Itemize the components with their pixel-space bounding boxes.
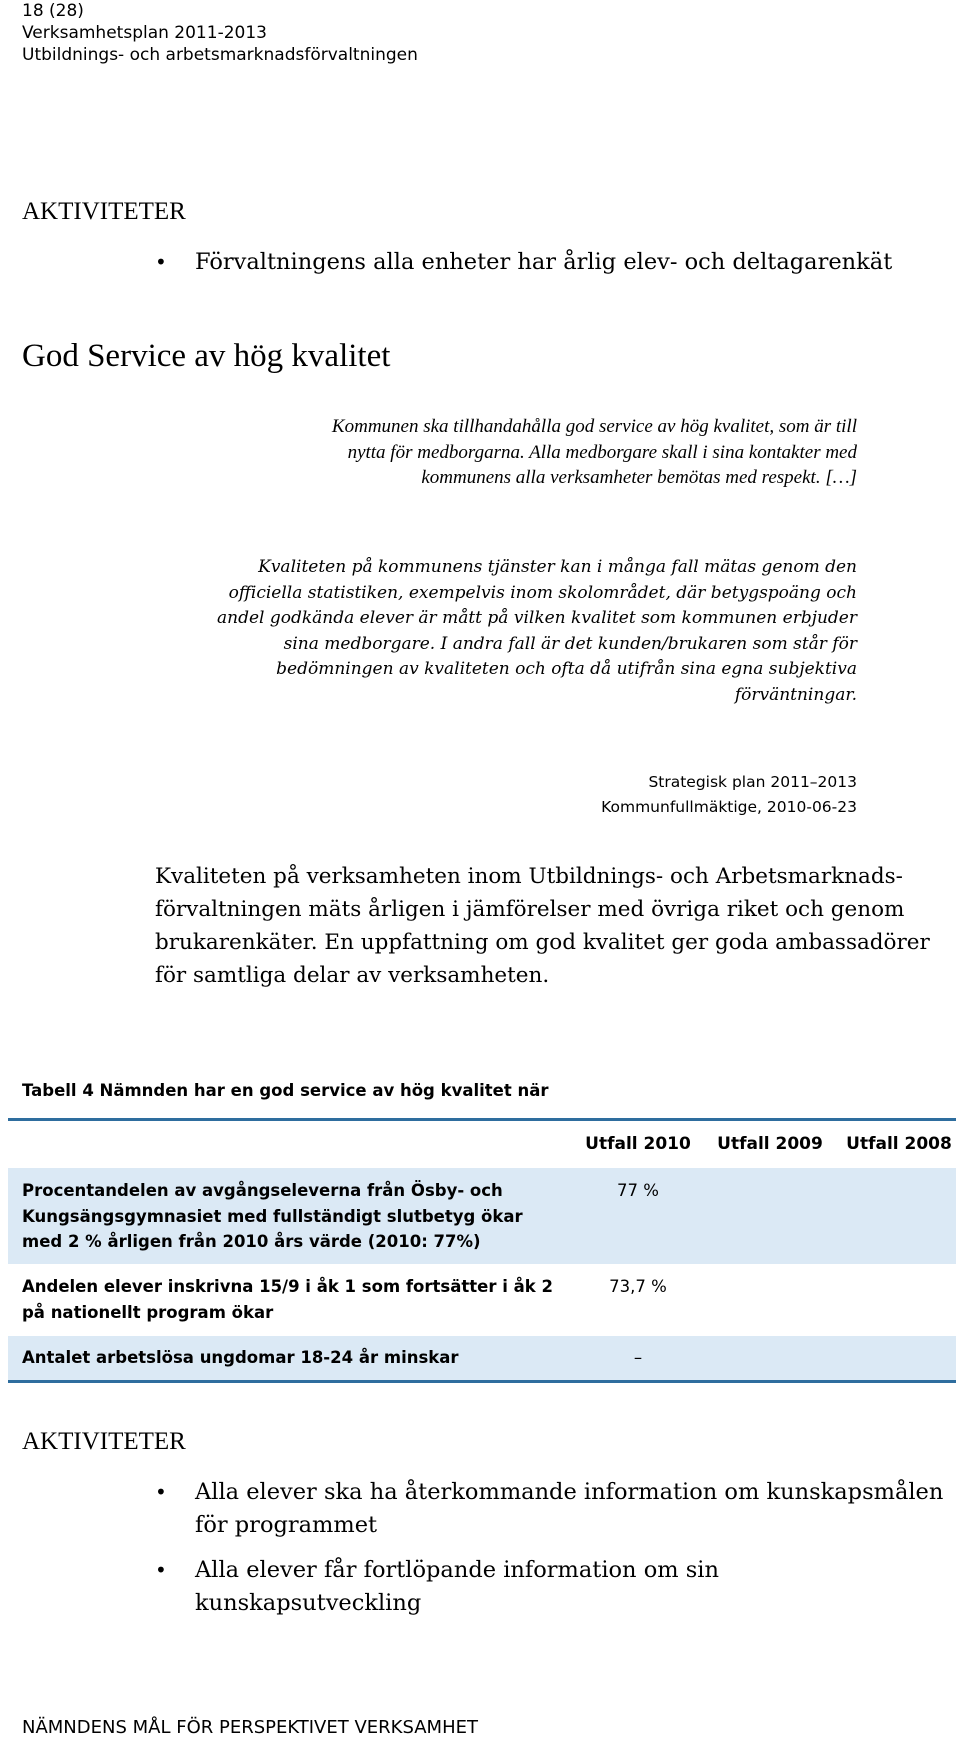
quote-paragraph-1: Kommunen ska tillhandahålla god service av hög kvalitet, som är till nytta för medborgarna. Alla medborgare skall i sina kontakter med kommunens alla verksamheter bemötas med respekt. […]: [331, 416, 857, 488]
activities-list: [155, 246, 945, 279]
table-row: [8, 1168, 956, 1264]
quote-source-line-1: Strategisk plan 2011–2013: [648, 773, 857, 791]
activity-item: • Alla elever får fortlöpande information om sin kunskapsutveckling: [155, 1554, 945, 1620]
column-header-2009: Utfall 2009: [717, 1134, 823, 1154]
body-paragraph: Kvaliteten på verksamheten inom Utbildnings- och Arbetsmarknads-förvaltningen mäts årligen i jämförelser med övriga riket och genom brukarenkäter. En uppfattning om god kvalitet ger goda ambassadörer för samtliga delar av verksamheten.: [155, 864, 930, 988]
document-title: Verksamhetsplan 2011-2013: [22, 23, 267, 43]
footer-heading: NÄMNDENS MÅL FÖR PERSPEKTIVET VERKSAMHET: [22, 1717, 478, 1738]
column-header-2010: Utfall 2010: [585, 1134, 691, 1154]
column-header-2008: Utfall 2008: [846, 1134, 952, 1154]
quote-paragraph-2: Kvaliteten på kommunens tjänster kan i många fall mätas genom den officiella statistiken, exempelvis inom skolområdet, där betygspoäng och andel godkända elever är mått på vilken kvalitet som kommunen erbjuder sina medborgare. I andra fall är det kunden/brukaren som står för bedömningen av kvaliteten och ofta då utifrån sina egna subjektiva förväntningar.: [217, 557, 857, 705]
row-value-2010: –: [633, 1348, 643, 1367]
row-label: Antalet arbetslösa ungdomar 18-24 år minskar: [22, 1348, 459, 1367]
row-label: Procentandelen av avgångseleverna från Ösby- och Kungsängsgymnasiet med fullständigt slutbetyg ökar med 2 % årligen från 2010 års värde (2010: 77%): [22, 1181, 523, 1251]
table-bottom-rule: [8, 1380, 956, 1383]
activities-heading: AKTIVITETER: [22, 198, 186, 225]
table-caption: Tabell 4 Nämnden har en god service av hög kvalitet när: [22, 1081, 549, 1100]
table-top-rule: [8, 1118, 956, 1121]
row-value-2010: 77 %: [617, 1181, 659, 1200]
row-label: Andelen elever inskrivna 15/9 i åk 1 som fortsätter i åk 2 på nationellt program ökar: [22, 1277, 553, 1322]
quote-source-line-2: Kommunfullmäktige, 2010-06-23: [601, 798, 857, 816]
activities-list: [155, 1476, 945, 1620]
section-title: God Service av hög kvalitet: [22, 338, 391, 374]
page-number: 18 (28): [22, 1, 84, 21]
activity-item: • Alla elever ska ha återkommande information om kunskapsmålen för programmet: [155, 1476, 945, 1542]
table-row: [8, 1336, 956, 1380]
department-name: Utbildnings- och arbetsmarknadsförvaltningen: [22, 45, 418, 65]
activities-heading: AKTIVITETER: [22, 1428, 186, 1455]
results-table: [8, 1118, 956, 1388]
row-value-2010: 73,7 %: [609, 1277, 667, 1296]
activity-item: • Förvaltningens alla enheter har årlig elev- och deltagarenkät: [155, 246, 945, 279]
